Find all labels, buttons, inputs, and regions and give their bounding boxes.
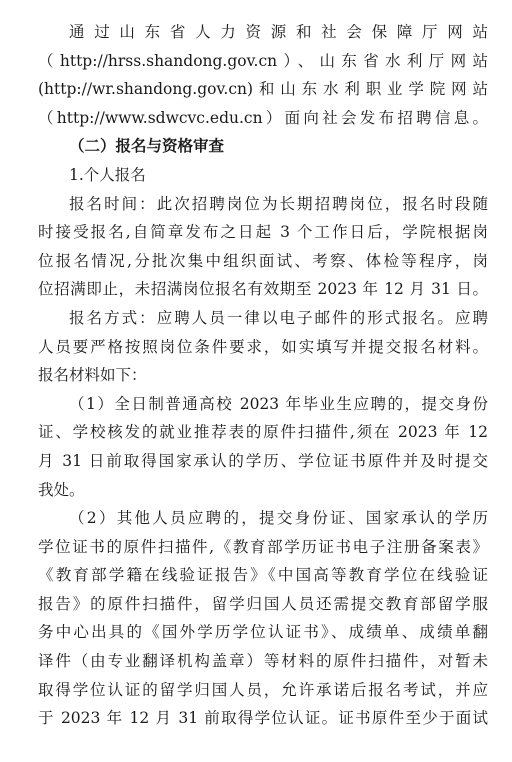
paragraph-other-applicant-materials (38, 504, 488, 733)
text-line: 人员要严格按照岗位条件要求，如实填写并提交报名材料。 (38, 337, 488, 356)
text-line: 《教育部学籍在线验证报告》《中国高等教育学位在线验证 (38, 566, 488, 585)
text-line: 报告》的原件扫描件，留学归国人员还需提交教育部留学服 (38, 594, 488, 613)
text-line: 取得学位认证的留学归国人员，允许承诺后报名考试，并应 (38, 680, 488, 699)
text-line: （http://hrss.shandong.gov.cn）、山东省水利厅网站 (38, 51, 488, 70)
text-line: 月 31 日前取得国家承认的学历、学位证书原件并及时提交 (38, 451, 488, 470)
text-line: 位招满即止，未招满岗位报名有效期至 2023 年 12 月 31 日。 (38, 280, 488, 299)
text-line: 务中心出具的《国外学历学位认证书》、成绩单、成绩单翻 (38, 623, 488, 642)
paragraph-registration-method (38, 304, 488, 390)
subsection-heading: 1.个人报名 (69, 165, 146, 184)
paragraph-publication-channels (38, 18, 488, 132)
text-line: 报名材料如下： (38, 366, 147, 385)
text-line: 位报名情况,分批次集中组织面试、考察、体检等程序，岗 (38, 251, 488, 270)
section-heading: （二）报名与资格审查 (69, 137, 225, 156)
text-line: 译件（由专业翻译机构盖章）等材料的原件扫描件，对暂未 (38, 652, 488, 671)
text-line: 时接受报名,自简章发布之日起 3 个工作日后，学院根据岗 (38, 223, 488, 242)
text-line: 学位证书的原件扫描件,《教育部学历证书电子注册备案表》 (38, 537, 488, 556)
text-line: （http://www.sdwcvc.edu.cn）面向社会发布招聘信息。 (38, 108, 488, 127)
text-line: （1）全日制普通高校 2023 年毕业生应聘的，提交身份 (69, 394, 488, 413)
text-line: 于 2023 年 12 月 31 前取得学位认证。证书原件至少于面试 (38, 709, 488, 728)
paragraph-graduate-materials (38, 390, 488, 504)
text-line: 我处。 (38, 480, 85, 499)
text-line: 通过山东省人力资源和社会保障厅网站 (69, 23, 488, 41)
text-line: 证、学校核发的就业推荐表的原件扫描件,须在 2023 年 12 (38, 423, 488, 442)
text-line: (http://wr.shandong.gov.cn)和山东水利职业学院网站 (38, 80, 488, 99)
text-line: （2）其他人员应聘的，提交身份证、国家承认的学历 (69, 509, 488, 528)
paragraph-registration-time (38, 190, 488, 304)
text-line: 报名时间：此次招聘岗位为长期招聘岗位，报名时段随 (69, 194, 488, 213)
text-line: 报名方式：应聘人员一律以电子邮件的形式报名。应聘 (69, 308, 488, 327)
